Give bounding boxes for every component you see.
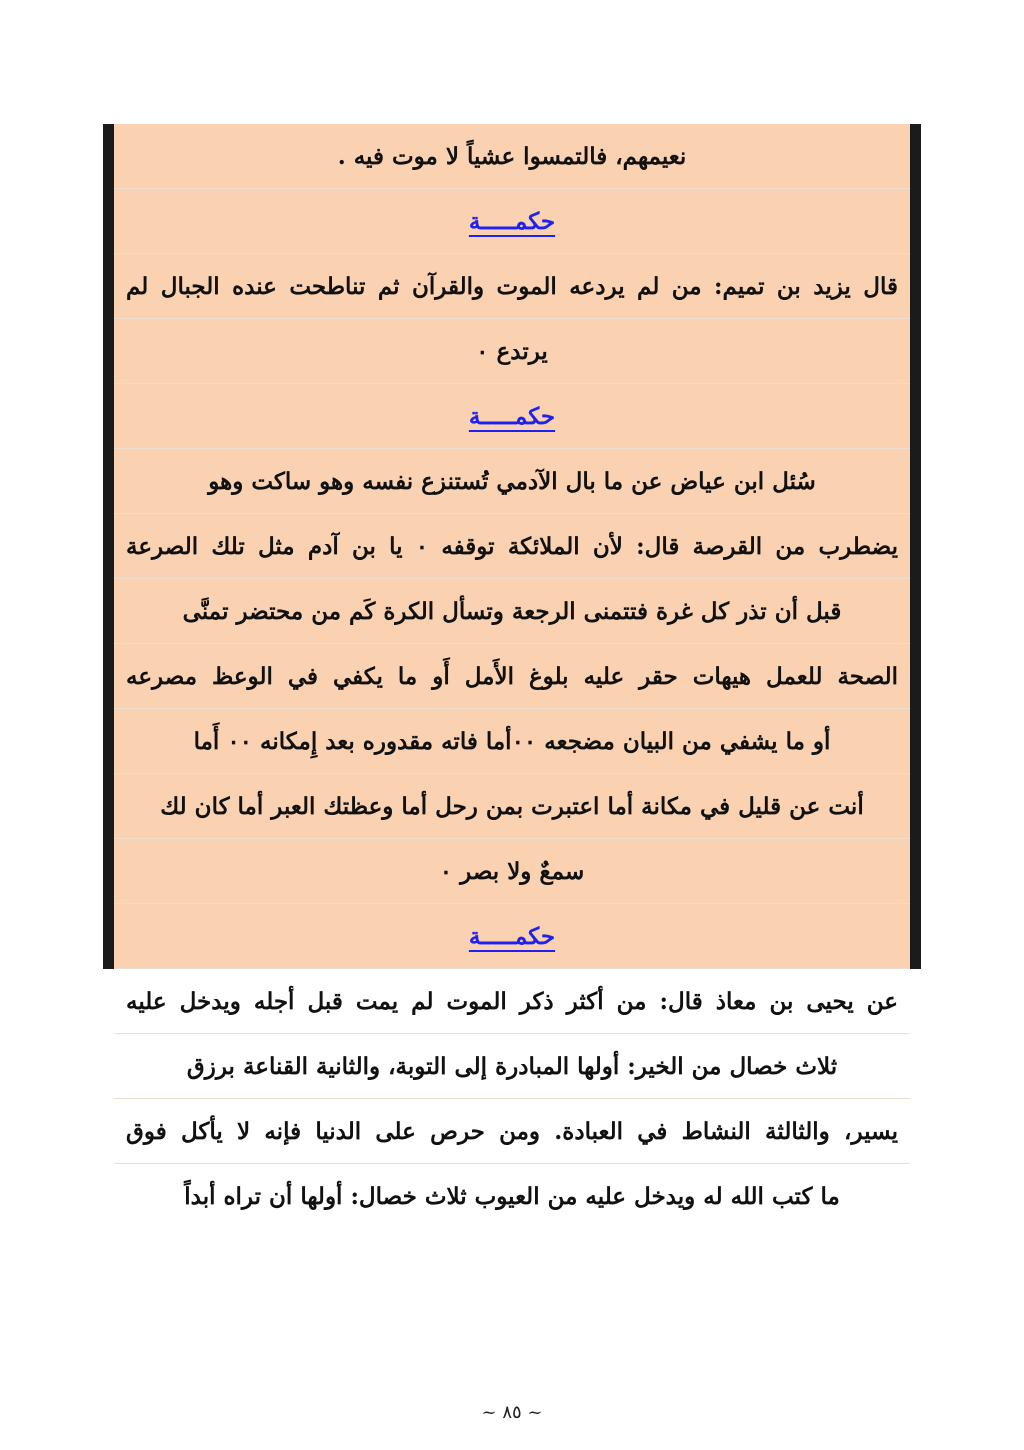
line-text: أو ما يشفي من البيان مضجعه ٠٠أما فاته مقدوره بعد إِمكانه ٠٠ أَما: [193, 727, 831, 755]
text-line: [114, 254, 910, 319]
text-line: [114, 514, 910, 579]
text-line: [114, 124, 910, 189]
text-table: [103, 124, 921, 1210]
text-line: [114, 449, 910, 514]
line-text: نعيمهم، فالتمسوا عشياً لا موت فيه .: [337, 142, 687, 170]
line-text: سمعٌ ولا بصر ٠: [439, 857, 585, 885]
text-line: [114, 644, 910, 709]
line-text: ثلاث خصال من الخير: أولها المبادرة إلى التوبة، والثانية القناعة برزق: [186, 1052, 838, 1080]
line-text: الصحة للعمل هيهات حقر عليه بلوغ الأَمل أَو ما يكفي في الوعظ مصرعه: [126, 662, 898, 690]
text-line: [114, 579, 910, 644]
text-line: [114, 319, 910, 384]
text-line: [114, 1099, 910, 1164]
text-line: [114, 709, 910, 774]
line-text: قال يزيد بن تميم: من لم يردعه الموت والقرآن ثم تناطحت عنده الجبال لم: [126, 272, 898, 300]
text-line: [114, 774, 910, 839]
text-line: [114, 839, 910, 904]
line-text: ما كتب الله له ويدخل عليه من العيوب ثلاث خصال: أولها أن تراه أبداً: [184, 1183, 840, 1210]
line-text: عن يحيى بن معاذ قال: من أكثر ذكر الموت لم يمت قبل أجله ويدخل عليه: [126, 987, 898, 1015]
section-heading: [114, 384, 910, 449]
heading-text[interactable]: حكمـــــة: [468, 402, 556, 430]
heading-text[interactable]: حكمـــــة: [468, 922, 556, 950]
text-line: [114, 1034, 910, 1099]
line-text: يسير، والثالثة النشاط في العبادة. ومن حرص على الدنيا فإنه لا يأكل فوق: [126, 1117, 898, 1145]
page-number: ~ ٨٥ ~: [481, 1402, 543, 1423]
line-text: قبل أن تذر كل غرة فتتمنى الرجعة وتسأل الكرة كَم من محتضر تمنَّى: [182, 597, 842, 625]
line-text: يضطرب من القرصة قال: لأن الملائكة توقفه ٠ يا بن آدم مثل تلك الصرعة: [126, 532, 899, 560]
text-line: [114, 1164, 910, 1229]
heading-text[interactable]: حكمـــــة: [468, 207, 556, 235]
section-heading: [114, 904, 910, 969]
section-heading: [114, 189, 910, 254]
text-line: [114, 969, 910, 1034]
line-text: أنت عن قليل في مكانة أما اعتبرت بمن رحل أما وعظتك العبر أما كان لك: [160, 792, 864, 820]
line-text: يرتدع ٠: [476, 337, 548, 365]
line-text: سُئل ابن عياض عن ما بال الآدمي تُستنزع نفسه وهو ساكت وهو: [208, 467, 816, 495]
